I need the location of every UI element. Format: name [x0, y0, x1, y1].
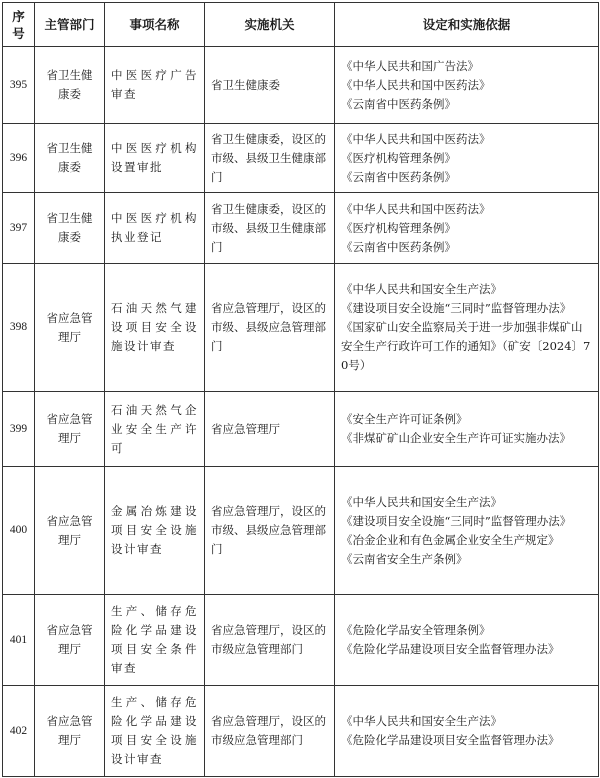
permit-items-table	[2, 2, 599, 777]
basis-line: 《冶金企业和有色金属企业安全生产规定》	[341, 532, 560, 547]
row-number: 396	[3, 124, 35, 193]
row-item: 金属冶炼建设项目安全设施设计审查	[105, 467, 205, 595]
row-item: 生产、储存危险化学品建设项目安全设施设计审查	[105, 686, 205, 777]
row-org: 省卫生健康委	[205, 47, 335, 124]
row-basis	[335, 595, 599, 686]
basis-line: 《中华人民共和国安全生产法》	[341, 494, 502, 509]
basis-line: 《中华人民共和国中医药法》	[341, 201, 491, 216]
basis-line: 《危险化学品建设项目安全监督管理办法》	[341, 642, 560, 656]
row-org: 省应急管理厅，设区的市级应急管理部门	[205, 595, 335, 686]
table-row	[3, 467, 599, 595]
basis-line: 《中华人民共和国安全生产法》	[341, 714, 502, 728]
row-basis	[335, 47, 599, 124]
basis-line: 《医疗机构管理条例》	[341, 220, 456, 235]
row-basis	[335, 392, 599, 467]
table-row	[3, 595, 599, 686]
row-org: 省应急管理厅，设区的市级、县级应急管理部门	[205, 264, 335, 392]
row-org: 省应急管理厅	[205, 392, 335, 467]
table-row	[3, 193, 599, 264]
row-org: 省应急管理厅，设区的市级应急管理部门	[205, 686, 335, 777]
basis-line: 《中华人民共和国安全生产法》	[341, 282, 502, 296]
header-basis: 设定和实施依据	[335, 3, 599, 47]
table-row	[3, 124, 599, 193]
basis-line: 《云南省安全生产条例》	[341, 551, 468, 566]
row-basis	[335, 686, 599, 777]
row-number: 397	[3, 193, 35, 264]
basis-line: 《非煤矿矿山企业安全生产许可证实施办法》	[341, 431, 571, 445]
row-org: 省卫生健康委，设区的市级、县级卫生健康部门	[205, 124, 335, 193]
basis-line: 《国家矿山安全监察局关于进一步加强非煤矿山安全生产行政许可工作的通知》（矿安〔2024〕70号）	[341, 320, 591, 372]
row-number: 401	[3, 595, 35, 686]
header-dept: 主管部门	[35, 3, 105, 47]
basis-line: 《安全生产许可证条例》	[341, 412, 468, 426]
row-dept: 省应急管理厅	[35, 264, 105, 392]
row-dept: 省卫生健康委	[35, 193, 105, 264]
row-org: 省应急管理厅，设区的市级、县级应急管理部门	[205, 467, 335, 595]
basis-line: 《建设项目安全设施“三同时”监督管理办法》	[341, 301, 572, 315]
basis-line: 《危险化学品安全管理条例》	[341, 623, 491, 637]
row-item: 中医医疗机构设置审批	[105, 124, 205, 193]
basis-line: 《云南省中医药条例》	[341, 169, 456, 184]
row-dept: 省应急管理厅	[35, 392, 105, 467]
row-basis	[335, 193, 599, 264]
row-number: 395	[3, 47, 35, 124]
row-item: 中医医疗广告审查	[105, 47, 205, 124]
row-item: 石油天然气建设项目安全设施设计审查	[105, 264, 205, 392]
row-dept: 省应急管理厅	[35, 686, 105, 777]
basis-line: 《危险化学品建设项目安全监督管理办法》	[341, 733, 560, 747]
table-row	[3, 686, 599, 777]
basis-line: 《建设项目安全设施“三同时”监督管理办法》	[341, 513, 572, 528]
row-item: 石油天然气企业安全生产许可	[105, 392, 205, 467]
row-number: 402	[3, 686, 35, 777]
table-row	[3, 264, 599, 392]
row-basis	[335, 124, 599, 193]
basis-line: 《云南省中医药条例》	[341, 96, 456, 111]
row-basis	[335, 264, 599, 392]
basis-line: 《云南省中医药条例》	[341, 239, 456, 254]
header-org: 实施机关	[205, 3, 335, 47]
row-basis	[335, 467, 599, 595]
row-dept: 省卫生健康委	[35, 47, 105, 124]
row-item: 生产、储存危险化学品建设项目安全条件审查	[105, 595, 205, 686]
basis-line: 《中华人民共和国广告法》	[341, 58, 479, 73]
row-number: 400	[3, 467, 35, 595]
basis-line: 《中华人民共和国中医药法》	[341, 131, 491, 146]
table-row	[3, 47, 599, 124]
row-number: 399	[3, 392, 35, 467]
row-dept: 省应急管理厅	[35, 467, 105, 595]
row-dept: 省卫生健康委	[35, 124, 105, 193]
header-seq: 序 号	[3, 3, 35, 47]
header-row	[3, 3, 599, 47]
row-number: 398	[3, 264, 35, 392]
header-item: 事项名称	[105, 3, 205, 47]
row-org: 省卫生健康委，设区的市级、县级卫生健康部门	[205, 193, 335, 264]
row-dept: 省应急管理厅	[35, 595, 105, 686]
table-row	[3, 392, 599, 467]
row-item: 中医医疗机构执业登记	[105, 193, 205, 264]
basis-line: 《医疗机构管理条例》	[341, 150, 456, 165]
basis-line: 《中华人民共和国中医药法》	[341, 77, 491, 92]
